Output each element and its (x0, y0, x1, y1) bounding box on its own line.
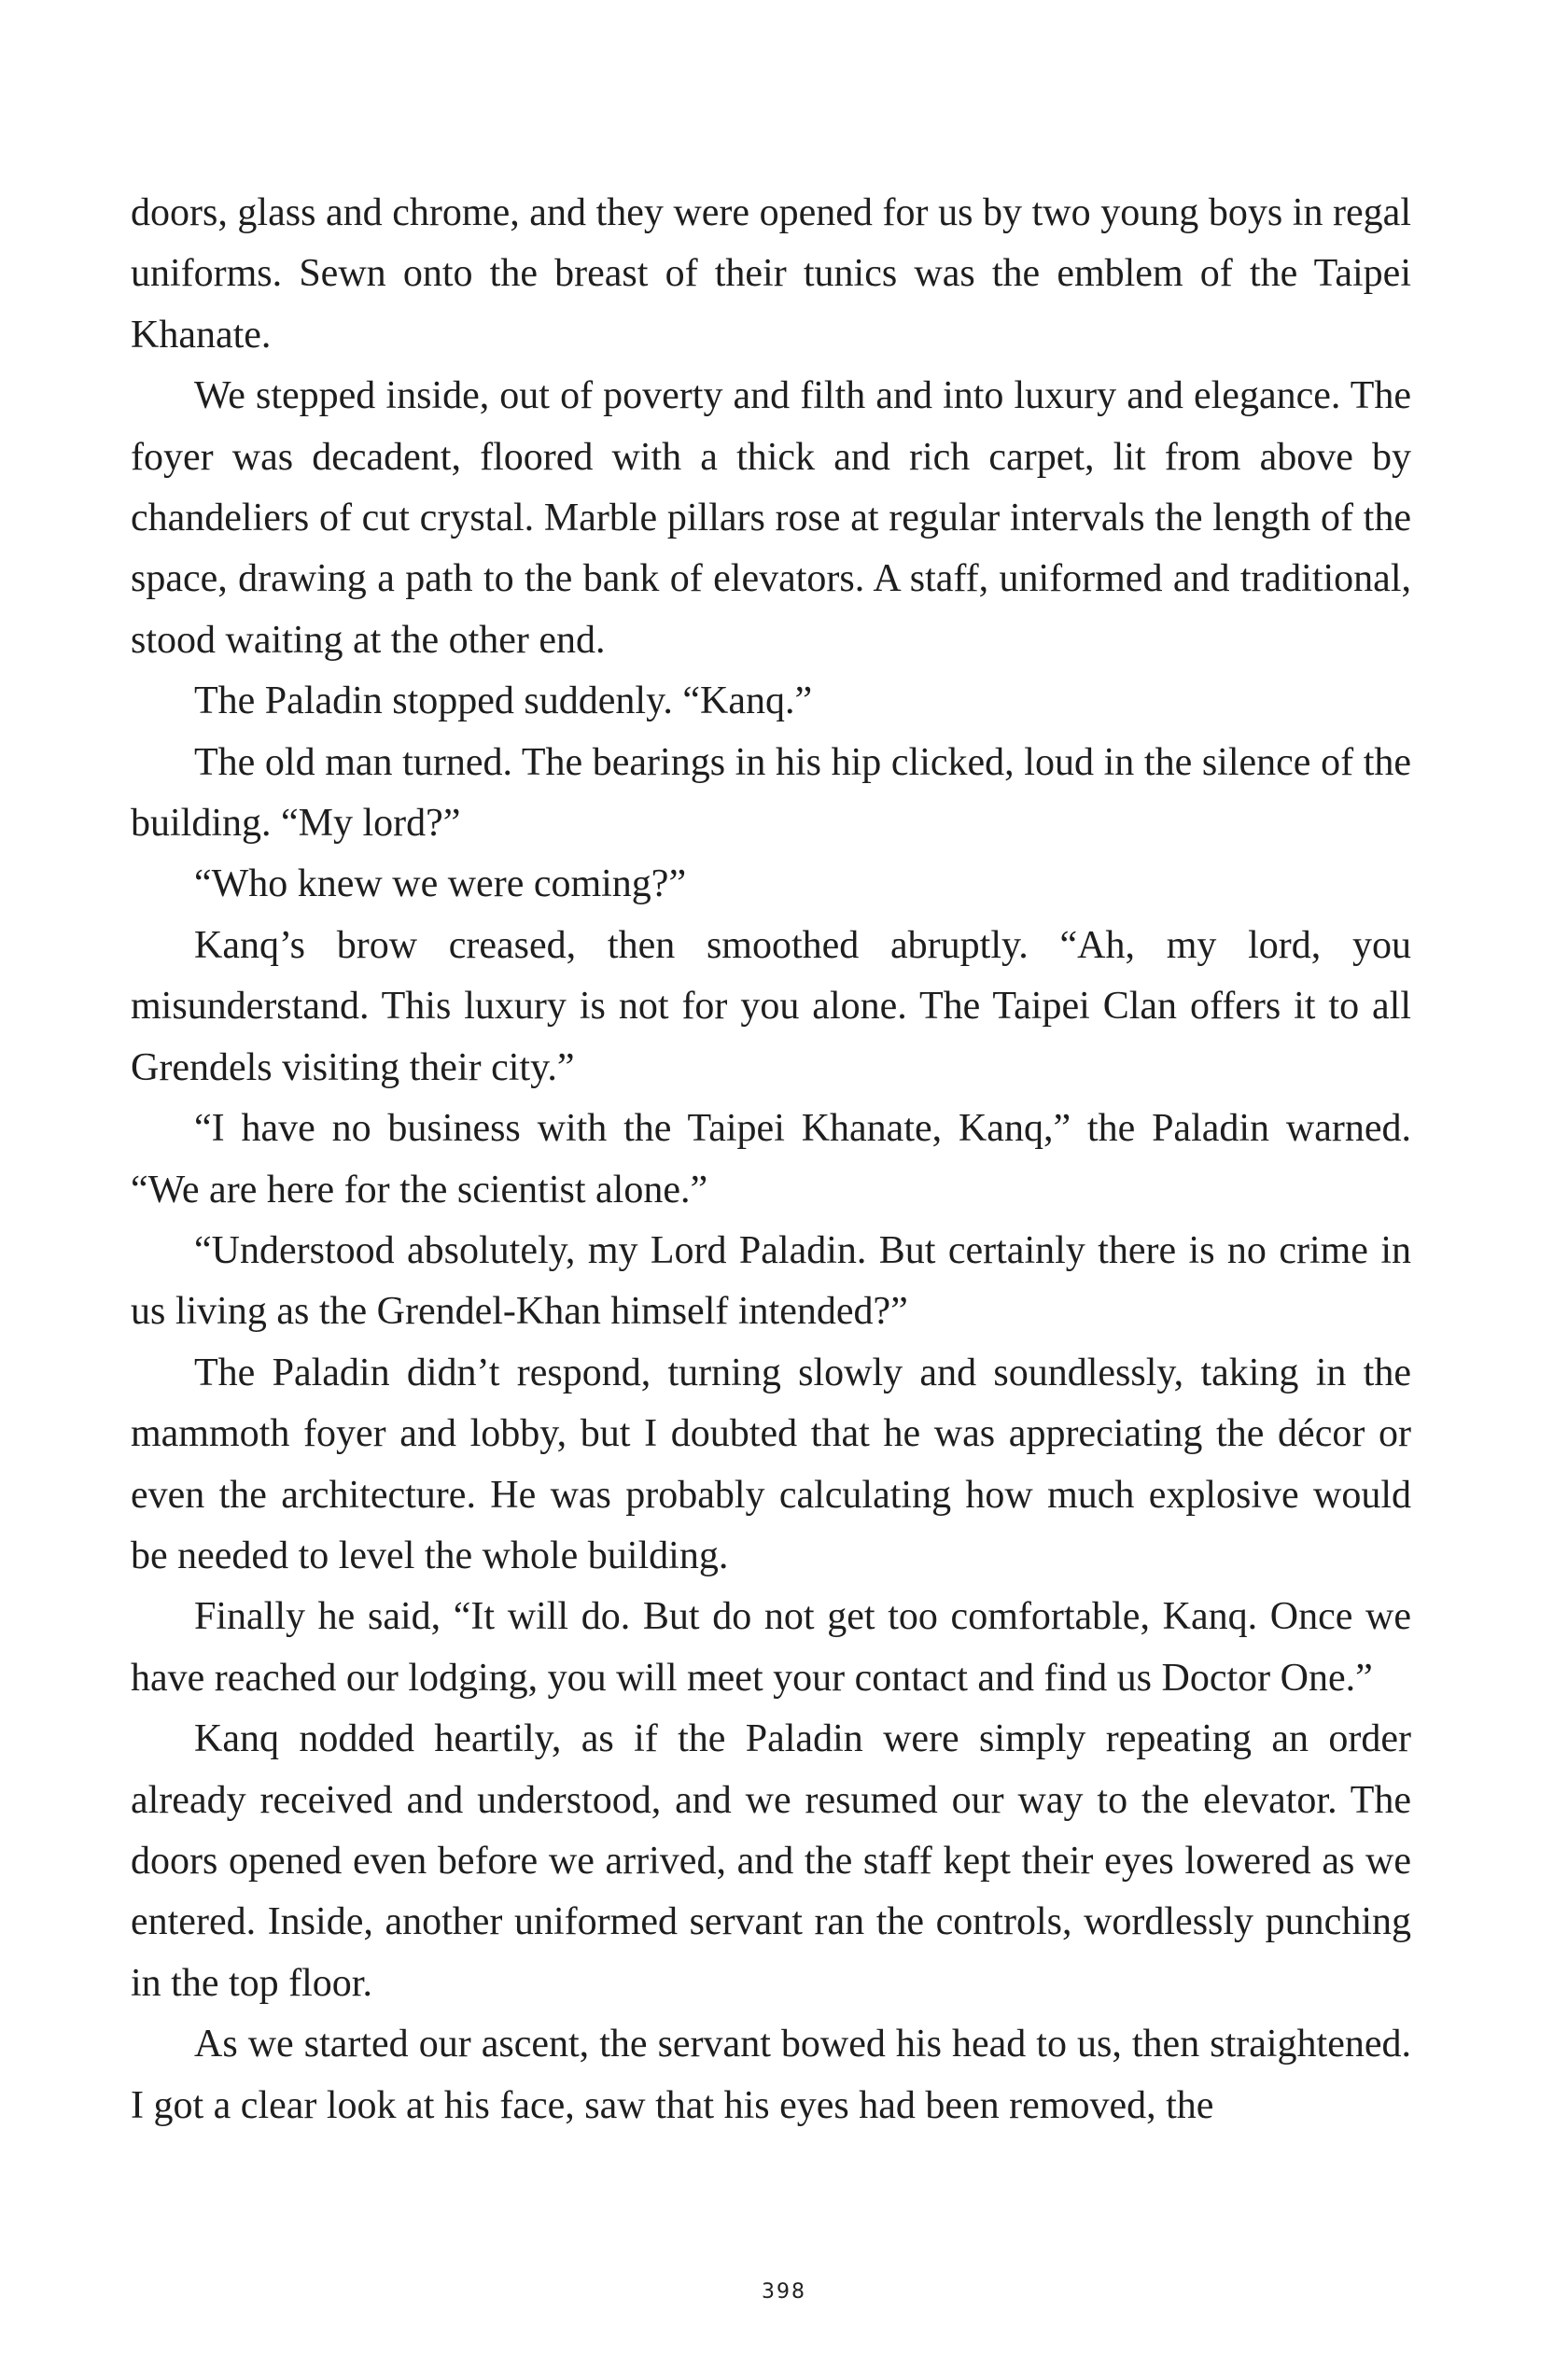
paragraph-8: “Understood absolutely, my Lord Paladin. But certainly there is no crime in us living as the Grendel-Khan himself intended?” (131, 1228, 1411, 1334)
paragraph-12: As we started our ascent, the servant bowed his head to us, then straightened. I got a clear look at his face, saw that his eyes had been removed, the (131, 2023, 1411, 2127)
paragraph-3: The Paladin stopped suddenly. “Kanq.” (194, 679, 813, 723)
paragraph-6: Kanq’s brow creased, then smoothed abruptly. “Ah, my lord, you misunderstand. This luxury is not for you alone. The Taipei Clan offers it to all Grendels visiting their city.” (131, 923, 1411, 1089)
paragraph-11: Kanq nodded heartily, as if the Paladin were simply repeating an order already received and understood, and we resumed our way to the elevator. The doors opened even before we arrived, and the staff kept their eyes lowered as we entered. Inside, another uniformed servant ran the controls, wordlessly punching in the top floor. (131, 1717, 1411, 2005)
body-text (131, 183, 1411, 2136)
paragraph-1: doors, glass and chrome, and they were opened for us by two young boys in regal uniforms. Sewn onto the breast of their tunics was the emblem of the Taipei Khanate. (131, 191, 1411, 357)
paragraph-2: We stepped inside, out of poverty and filth and into luxury and elegance. The foyer was decadent, floored with a thick and rich carpet, lit from above by chandeliers of cut crystal. Marble pillars rose at regular intervals the length of the space, drawing a path to the bank of elevators. A staff, uniformed and traditional, stood waiting at the other end. (131, 374, 1411, 662)
paragraph-7: “I have no business with the Taipei Khanate, Kanq,” the Paladin warned. “We are here for the scientist alone.” (131, 1107, 1411, 1212)
page-number: 398 (762, 2280, 806, 2304)
paragraph-4: The old man turned. The bearings in his hip clicked, loud in the silence of the building. “My lord?” (131, 740, 1411, 846)
paragraph-9: The Paladin didn’t respond, turning slowly and soundlessly, taking in the mammoth foyer and lobby, but I doubted that he was appreciating the décor or even the architecture. He was probably calculating how much explosive would be needed to level the whole building. (131, 1351, 1411, 1577)
paragraph-5: “Who knew we were coming?” (194, 862, 687, 906)
paragraph-10: Finally he said, “It will do. But do not get too comfortable, Kanq. Once we have reached our lodging, you will meet your contact and find us Doctor One.” (131, 1595, 1411, 1700)
